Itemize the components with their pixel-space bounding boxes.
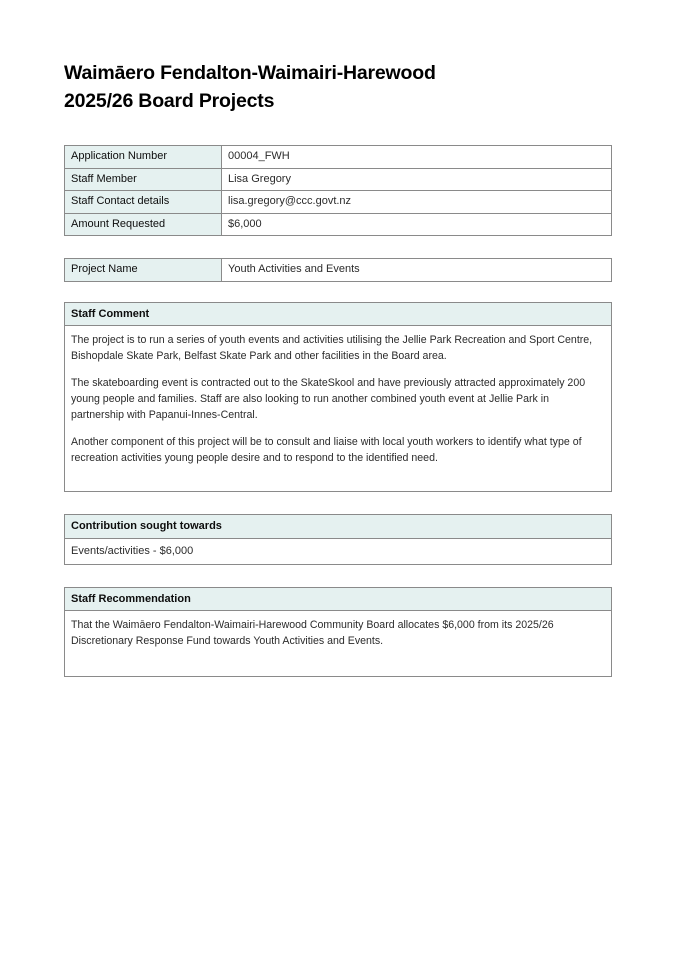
- staff-contact-details-value: lisa.gregory@ccc.govt.nz: [222, 191, 612, 214]
- page-title-line-1: Waimāero Fendalton-Waimairi-Harewood: [64, 62, 436, 84]
- table-row: [65, 213, 612, 236]
- table-row: [65, 259, 612, 282]
- contribution-header: Contribution sought towards: [65, 515, 611, 538]
- staff-recommendation-text: That the Waimāero Fendalton-Waimairi-Harewood Community Board allocates $6,000 from its 2025/26 Discretionary Response Fund towards Youth Activities and Events.: [71, 619, 554, 647]
- amount-requested-value: $6,000: [222, 213, 612, 236]
- spacer: [64, 282, 612, 302]
- project-name-label: Project Name: [65, 259, 222, 282]
- staff-member-label: Staff Member: [65, 168, 222, 191]
- contribution-body: [65, 539, 611, 564]
- staff-comment-section: [64, 302, 612, 492]
- staff-recommendation-header: Staff Recommendation: [65, 588, 611, 611]
- staff-recommendation-body: [65, 611, 611, 676]
- contribution-text: Events/activities - $6,000: [71, 544, 194, 557]
- staff-comment-paragraph: Another component of this project will be to consult and liaise with local youth workers to identify what type of recreation activities young people desire and to respond to the identified need.: [71, 436, 582, 464]
- contribution-section: [64, 514, 612, 564]
- staff-comment-paragraph: The project is to run a series of youth events and activities utilising the Jellie Park Recreation and Sport Centre, Bishopdale Skate Park, Belfast Skate Park and other facilities in the Board area.: [71, 334, 593, 362]
- staff-comment-body: [65, 326, 611, 491]
- application-details-table: [64, 145, 612, 236]
- spacer: [64, 492, 612, 514]
- staff-contact-details-label: Staff Contact details: [65, 191, 222, 214]
- spacer: [64, 565, 612, 587]
- amount-requested-label: Amount Requested: [65, 213, 222, 236]
- table-row: [65, 146, 612, 169]
- table-row: [65, 168, 612, 191]
- staff-comment-header: Staff Comment: [65, 303, 611, 326]
- document-content: [64, 60, 612, 677]
- page-title-line-2: 2025/26 Board Projects: [64, 89, 275, 112]
- page-title: [64, 60, 612, 115]
- application-number-label: Application Number: [65, 146, 222, 169]
- project-name-value: Youth Activities and Events: [222, 259, 612, 282]
- table-row: [65, 191, 612, 214]
- staff-member-value: Lisa Gregory: [222, 168, 612, 191]
- application-number-value: 00004_FWH: [222, 146, 612, 169]
- staff-recommendation-section: [64, 587, 612, 677]
- project-name-table: [64, 258, 612, 282]
- staff-comment-paragraph: The skateboarding event is contracted out to the SkateSkool and have previously attracted approximately 200 young people and families. Staff are also looking to run another combined youth event at Jellie Park in partnership with Papanui-Innes-Central.: [71, 377, 586, 421]
- spacer: [64, 236, 612, 258]
